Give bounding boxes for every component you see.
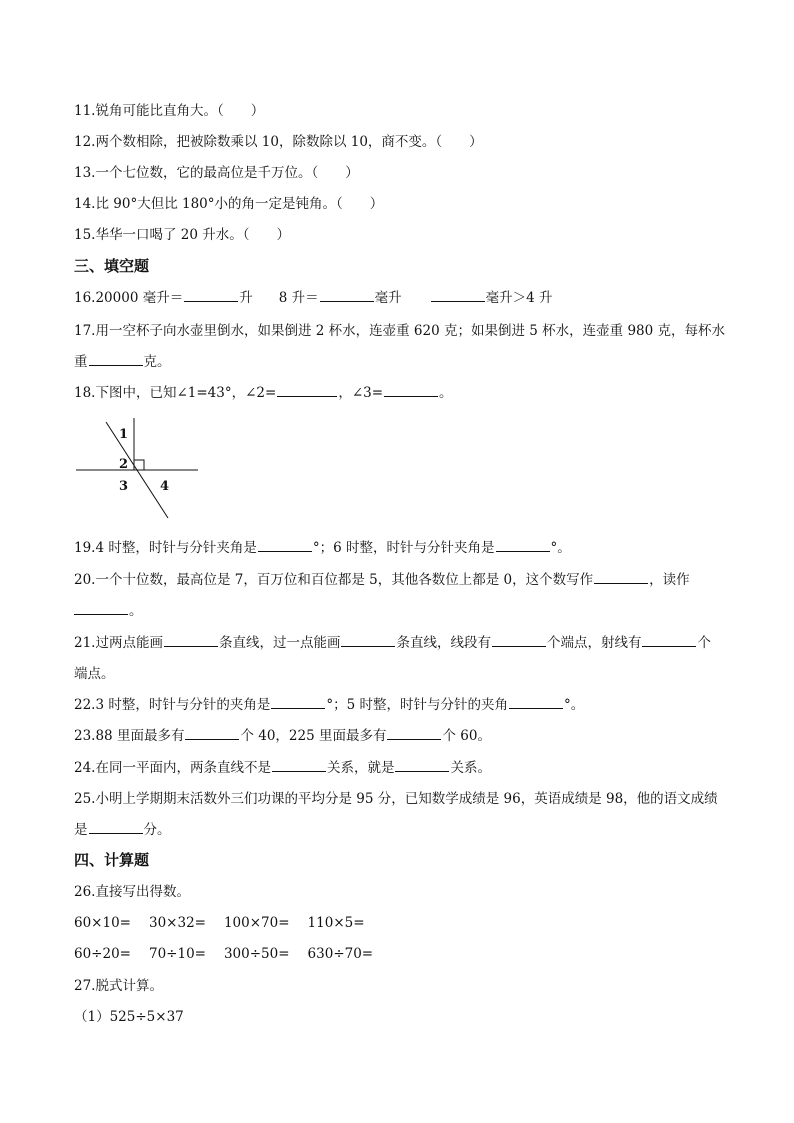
answer-blank[interactable] [89,821,143,834]
question-20-line-2 [74,602,143,620]
q18-text-a: 18.下图中，已知∠1=43°，∠2= [74,385,277,401]
answer-blank[interactable] [271,696,325,709]
q23-text-a: 23.88 里面最多有 [74,728,185,744]
question-23 [74,727,491,745]
question-21-line-1 [74,634,711,652]
answer-blank[interactable] [277,384,337,397]
question-27-item-1: （1）525÷5×37 [74,1009,184,1025]
q26-row-2 [74,945,373,963]
question-27-title: 27.脱式计算。 [74,978,163,994]
q18-text-c: 。 [439,385,453,401]
q20-text-a: 20.一个十位数，最高位是 7，百万位和百位都是 5，其他各数位上都是 0，这个数写作 [74,572,594,588]
answer-blank[interactable] [320,289,374,302]
q20-text-c: 。 [129,603,143,619]
q26-item: 630÷70= [307,946,374,962]
question-20-line-1 [74,571,690,589]
q24-text-a: 24.在同一平面内，两条直线不是 [74,760,271,776]
answer-blank[interactable] [258,539,312,552]
question-16 [74,289,553,307]
q20-text-b: ，读作 [649,572,690,588]
answer-blank[interactable] [642,634,696,647]
answer-blank[interactable] [341,634,395,647]
question-21-line-2: 端点。 [74,666,115,682]
angle-label-3: 3 [119,479,129,494]
answer-blank[interactable] [395,759,449,772]
q24-text-b: 关系，就是 [326,760,395,776]
question-26-title: 26.直接写出得数。 [74,884,190,900]
answer-blank[interactable] [384,384,438,397]
question-24 [74,759,491,777]
q24-text-c: 关系。 [450,760,491,776]
question-13: 13.一个七位数，它的最高位是千万位。（ ） [74,165,359,181]
angle-label-4: 4 [160,479,170,494]
q16-text-c: 8 升＝ [278,290,319,306]
answer-blank[interactable] [89,353,143,366]
question-14: 14.比 90°大但比 180°小的角一定是钝角。（ ） [74,196,384,212]
q22-text-a: 22.3 时整，时针与分针的夹角是 [74,697,271,713]
q21-text-a: 21.过两点能画 [74,635,163,651]
q16-text-d: 毫升 [374,290,402,306]
answer-blank[interactable] [387,727,441,740]
question-12: 12.两个数相除，把被除数乘以 10，除数除以 10，商不变。（ ） [74,134,483,150]
q26-item: 70÷10= [148,946,206,962]
q23-text-b: 个 40，225 里面最多有 [240,728,387,744]
question-17-line-2 [74,353,171,371]
q19-text-a: 19.4 时整，时针与分针夹角是 [74,540,257,556]
q22-text-b: °；5 时整，时针与分针的夹角 [326,697,508,713]
section-4-heading: 四、计算题 [74,851,150,869]
angle-label-1: 1 [119,427,129,442]
q18-text-b: ，∠3= [338,385,384,401]
q26-item: 300÷50= [223,946,290,962]
answer-blank[interactable] [184,289,238,302]
q25-text-b: 分。 [143,822,171,838]
question-25-line-1: 25.小明上学期期末活数外三们功课的平均分是 95 分，已知数学成绩是 96，英语成绩是 98，他的语文成绩 [74,791,718,807]
section-3-heading: 三、填空题 [74,257,150,275]
answer-blank[interactable] [74,602,128,615]
answer-blank[interactable] [272,759,326,772]
q26-item: 30×32= [148,915,206,931]
q16-text-e: 毫升＞4 升 [485,290,553,306]
q19-text-c: °。 [550,540,571,556]
question-25-line-2 [74,821,171,839]
q17-text-b: 克。 [143,354,171,370]
question-15: 15.华华一口喝了 20 升水。（ ） [74,227,290,243]
answer-blank[interactable] [594,571,648,584]
q21-text-b: 条直线，过一点能画 [218,635,341,651]
q19-text-b: °；6 时整，时针与分针夹角是 [312,540,495,556]
q23-text-c: 个 60。 [442,728,491,744]
q26-item: 100×70= [223,915,290,931]
q17-text-a: 重 [74,354,88,370]
question-22 [74,696,584,714]
question-19 [74,539,571,557]
q21-text-e: 个 [697,635,711,651]
answer-blank[interactable] [431,289,485,302]
q16-text-b: 升 [239,290,253,306]
question-17-line-1: 17.用一空杯子向水壶里倒水，如果倒进 2 杯水，连壶重 620 克；如果倒进 5 杯水，连壶重 980 克，每杯水 [74,323,726,339]
answer-blank[interactable] [164,634,218,647]
q22-text-c: °。 [564,697,585,713]
question-18 [74,384,453,402]
q26-item: 110×5= [307,915,365,931]
answer-blank[interactable] [185,727,239,740]
q16-text-a: 16.20000 毫升＝ [74,290,184,306]
q26-item: 60×10= [74,915,131,931]
answer-blank[interactable] [496,539,550,552]
q26-row-1 [74,914,365,932]
question-11: 11.锐角可能比直角大。（ ） [74,103,265,119]
q21-text-c: 条直线，线段有 [396,635,491,651]
angle-figure [76,418,200,520]
answer-blank[interactable] [492,634,546,647]
q26-item: 60÷20= [74,946,131,962]
q25-text-a: 是 [74,822,88,838]
answer-blank[interactable] [509,696,563,709]
angle-label-2: 2 [119,457,129,472]
q21-text-d: 个端点，射线有 [546,635,642,651]
